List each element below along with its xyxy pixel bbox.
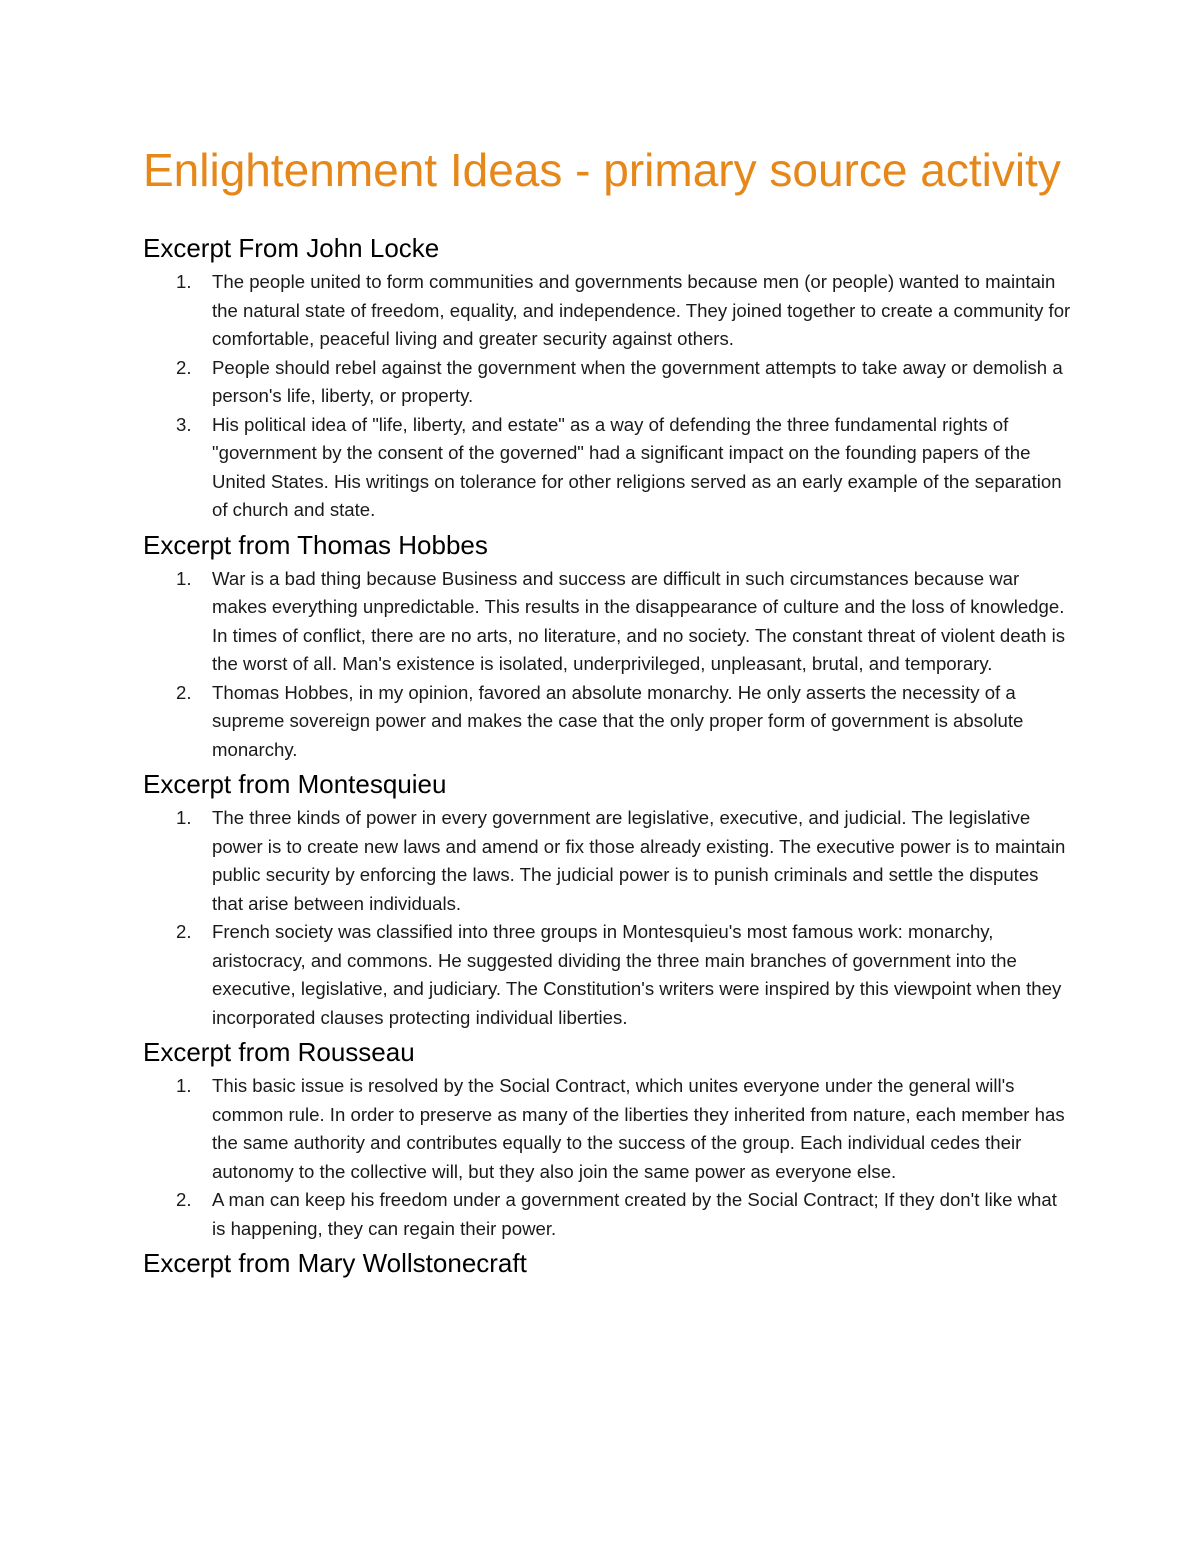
- list-item-text: The people united to form communities and governments because men (or people) wanted to maintain the natural state of freedom, equality, and independence. They joined together to create a community for comfortable, peaceful living and greater security against others.: [212, 271, 1071, 349]
- list-item-number: 2.: [176, 356, 192, 378]
- numbered-list: [143, 804, 1073, 1032]
- list-item: [143, 804, 1073, 918]
- list-item-number: 2.: [176, 1189, 192, 1210]
- list-item-text: This basic issue is resolved by the Social Contract, which unites everyone under the general will's common rule. In order to preserve as many of the liberties they inherited from nature, each member has the same authority and contributes equally to the success of the group. Each individual cedes their autonomy to the collective will, but they also join the same power as everyone else.: [212, 1075, 1065, 1182]
- numbered-list: [143, 268, 1073, 525]
- list-item-text: French society was classified into three groups in Montesquieu's most famous work: monarchy, aristocracy, and commons. He suggested dividing the three main branches of government into the executive, legislative, and judiciary. The Constitution's writers were inspired by this viewpoint when they incorporated clauses protecting individual liberties.: [212, 921, 1062, 1028]
- section: [143, 525, 1073, 765]
- list-item-text: Thomas Hobbes, in my opinion, favored an absolute monarchy. He only asserts the necessity of a supreme sovereign power and makes the case that the only proper form of government is absolute monarchy.: [212, 681, 1024, 760]
- list-item: [143, 268, 1073, 354]
- list-item-number: 1.: [176, 567, 192, 589]
- list-item: [143, 411, 1073, 525]
- list-item-number: 1.: [176, 271, 192, 292]
- list-item-text: His political idea of "life, liberty, and estate" as a way of defending the three fundamental rights of "government by the consent of the governed" had a significant impact on the founding papers of the United States. His writings on tolerance for other religions served as an early example of the separation of church and state.: [212, 413, 1062, 520]
- list-item-text: People should rebel against the government when the government attempts to take away or demolish a person's life, liberty, or property.: [212, 356, 1063, 406]
- list-item: [143, 679, 1073, 765]
- list-item-number: 1.: [176, 1075, 192, 1096]
- section-heading: Excerpt from Mary Wollstonecraft: [143, 1248, 527, 1278]
- section: [143, 764, 1073, 1032]
- list-item-number: 3.: [176, 413, 192, 435]
- list-item: [143, 565, 1073, 679]
- sections-container: [143, 228, 1073, 1283]
- list-item: [143, 354, 1073, 411]
- list-item: [143, 1072, 1073, 1186]
- numbered-list: [143, 1072, 1073, 1243]
- section-heading: Excerpt from Rousseau: [143, 1037, 415, 1067]
- list-item: [143, 918, 1073, 1032]
- list-item-number: 1.: [176, 807, 192, 828]
- numbered-list: [143, 565, 1073, 765]
- list-item-text: The three kinds of power in every government are legislative, executive, and judicial. The legislative power is to create new laws and amend or fix those already existing. The executive power is to maintain public security by enforcing the laws. The judicial power is to punish criminals and settle the disputes that arise between individuals.: [212, 807, 1066, 914]
- section-heading: Excerpt from Montesquieu: [143, 769, 447, 799]
- list-item-text: A man can keep his freedom under a government created by the Social Contract; If they don't like what is happening, they can regain their power.: [212, 1189, 1057, 1239]
- list-item: [143, 1186, 1073, 1243]
- document-title: Enlightenment Ideas - primary source activity: [143, 144, 1061, 196]
- list-item-number: 2.: [176, 681, 192, 703]
- section: [143, 1243, 1073, 1283]
- section: [143, 1032, 1073, 1243]
- list-item-text: War is a bad thing because Business and success are difficult in such circumstances because war makes everything unpredictable. This results in the disappearance of culture and the loss of knowledge. In times of conflict, there are no arts, no literature, and no society. The constant threat of violent death is the worst of all. Man's existence is isolated, underprivileged, unpleasant, brutal, and temporary.: [212, 567, 1066, 674]
- list-item-number: 2.: [176, 921, 192, 942]
- section: [143, 228, 1073, 525]
- section-heading: Excerpt from Thomas Hobbes: [143, 529, 488, 560]
- section-heading: Excerpt From John Locke: [143, 233, 440, 263]
